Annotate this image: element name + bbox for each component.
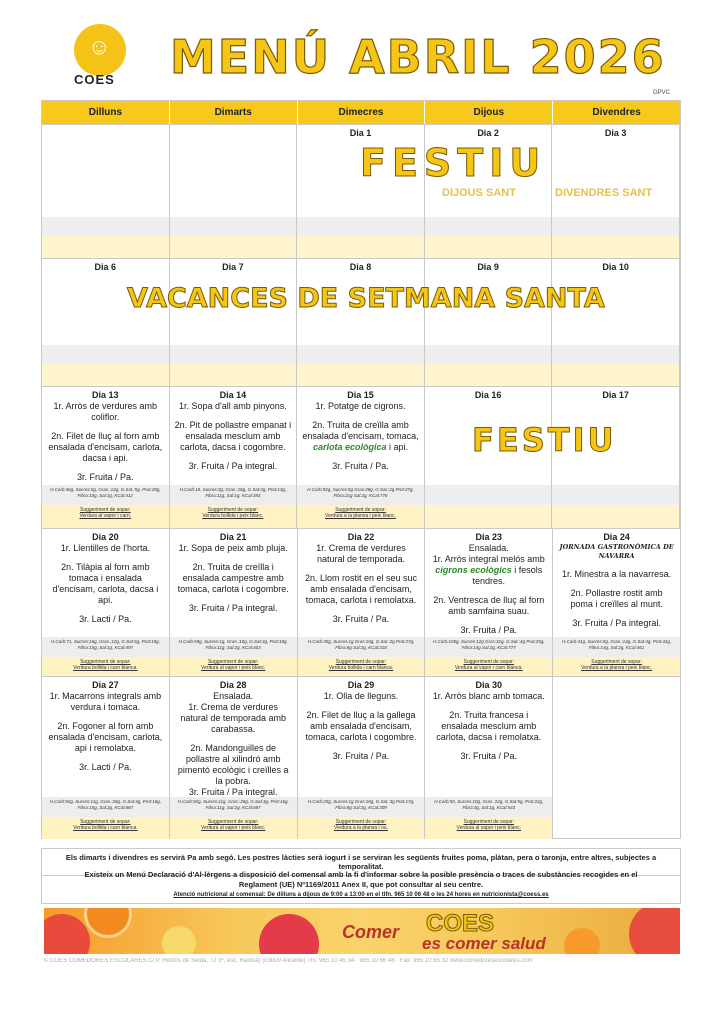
row-stripe (425, 505, 552, 529)
suggestion-text: Verdura al vapor i carn. (79, 513, 132, 519)
first-course: 1r. Potatge de cigrons. (315, 401, 406, 411)
row-stripe (297, 363, 424, 387)
day-menu (42, 690, 169, 773)
day-number: Dia 13 (92, 390, 119, 400)
first-course: 1r. Sopa de peix amb pluja. (178, 543, 288, 553)
nutrition-info: H.Carb:46g, Sucres:5g, Gras.:12g, G.Sat.:5g, Prot:28g, Fibra:10g, Sal:1g, KCal:412 (42, 485, 169, 505)
suggestion-label: Suggeriment de sopar: (463, 659, 515, 665)
row-stripe (297, 345, 424, 363)
first-course: 1r. Olla de lleguns. (323, 691, 399, 701)
day-cell (42, 529, 170, 676)
first-course: 1r. Macarrons integrals amb verdura i tomaca. (49, 691, 162, 712)
page-title: MENÚ ABRIL 2026 (170, 30, 666, 84)
second-course: 2n. Truita francesa i ensalada mesclum amb carlota, dacsa i remolatxa. (436, 710, 542, 742)
day-number: Dia 9 (477, 262, 499, 272)
row-stripe (552, 485, 679, 505)
second-course: 2n. Tilàpia al forn amb tomaca i ensalada d'encisam, carlota, dacsa i api. (52, 562, 159, 605)
day-number (42, 125, 169, 128)
orange-icon (84, 908, 132, 938)
day-cell (553, 529, 680, 676)
suggestion-text: Verdura bollida i carn blanca. (73, 825, 138, 831)
slogan-banner (44, 908, 680, 954)
weekday-header (42, 101, 680, 124)
apple-icon (259, 914, 319, 954)
special-event-title: JORNADA GASTRONÒMICA DE NAVARRA (559, 543, 674, 560)
suggestion-label: Suggeriment de sopar: (335, 507, 386, 513)
first-course: 1r. Crema de verdures natural de temporada amb carabassa. (180, 702, 286, 734)
row-stripe (425, 485, 552, 505)
day-menu (170, 690, 297, 798)
row-stripe (42, 235, 169, 259)
dinner-suggestion (42, 817, 169, 839)
first-course: 1r. Minestra a la navarresa. (562, 569, 672, 579)
nutrition-info: H.Carb:59g, Sucres:1g, Gras.:18g, G.Sat:3g, Prot:18g, Fibra:11g, Sal:2g, KCal:403 (170, 637, 297, 657)
row-stripe (552, 235, 679, 259)
suggestion-label: Suggeriment de sopar: (207, 819, 259, 825)
dinner-suggestion (297, 505, 424, 529)
slogan-comer: Comer (342, 922, 400, 942)
second-course: 2n. Fogoner al forn amb ensalada d'encisam, carlota, api i remolatxa. (48, 721, 163, 753)
suggestion-label: Suggeriment de sopar: (80, 659, 131, 665)
logo-text: COES (74, 72, 115, 87)
row-stripe (552, 505, 679, 529)
dinner-suggestion (425, 817, 552, 839)
row-stripe (170, 345, 297, 363)
day-number: Dia 10 (602, 262, 629, 272)
day-menu (553, 542, 680, 629)
day-menu (298, 542, 425, 625)
nutrition-info: H.Carb:50, Sucres:10g, Gras.:22g, G.Sat:5g, Prot:22g, Fibra:3g, Sal:1g, KCal:543 (425, 797, 552, 817)
dessert: 3r. Fruita / Pa integral. (188, 461, 278, 471)
company-address: © COES COMEDORES ESCOLARES C/ P. Hostos de Seida, 72 3º, esc. Raïosa) (03009 Alicante) Tfn. 965 10 45 34 · 965 10 66 48 · Fax: 965 10 65 32 www.comedoresescolares.com (44, 958, 533, 964)
suggestion-text: Verdura a la planxa i peix blanc. (581, 665, 653, 671)
chef-icon: ☺ (88, 34, 111, 59)
day-number: Dia 22 (347, 532, 375, 542)
document-code: GPVC (653, 90, 671, 96)
day-cell (552, 259, 680, 386)
row-stripe (552, 217, 679, 235)
day-menu (42, 400, 169, 483)
dessert: 3r. Lacti / Pa. (79, 614, 132, 624)
allergen-note (41, 866, 681, 904)
watermelon-icon (629, 908, 680, 954)
day-cell (42, 259, 170, 386)
day-cell (425, 677, 553, 838)
row-stripe (297, 217, 424, 235)
weekday-tuesday: Dimarts (170, 101, 298, 124)
row-stripe (552, 345, 679, 363)
day-cell (170, 677, 298, 838)
second-course-part: 2n. Truita de creïlla amb ensalada d'encisam, tomaca, (302, 420, 419, 441)
first-course: 1r. Crema de verdures natural de temporada. (316, 543, 406, 564)
day-menu (297, 400, 424, 472)
suggestion-label: Suggeriment de sopar: (463, 819, 515, 825)
second-course (302, 420, 419, 453)
week-row (42, 676, 680, 838)
row-stripe (425, 345, 552, 363)
day-number: Dia 29 (347, 680, 375, 690)
day-number: Dia 20 (92, 532, 119, 542)
row-stripe (42, 217, 169, 235)
nutrition-info: H.Carb:71, Sucres:16g, Gras.:12g, G.Sat:5g, Prot:18g, Fibra:15g, Sal:1g, KCal:497 (42, 637, 169, 657)
day-number: Dia 14 (219, 390, 247, 400)
suggestion-label: Suggeriment de sopar: (207, 659, 259, 665)
dessert: 3r. Fruita / Pa. (460, 751, 518, 761)
second-course: 2n. Pit de pollastre empanat i ensalada mesclum amb carlota, dacsa i cogombre. (174, 420, 292, 452)
holiday-banner: VACANCES DE SETMANA SANTA (127, 283, 605, 314)
day-menu (42, 542, 169, 625)
dessert: 3r. Fruita / Pa integral. (572, 618, 661, 628)
week-row (42, 386, 680, 528)
suggestion-label: Suggeriment de sopar: (207, 507, 259, 513)
day-number: Dia 15 (347, 390, 374, 400)
second-course: 2n. Ventresca de lluç al forn amb samfaina suau. (433, 595, 545, 616)
second-course: 2n. Filet de lluç al forn amb ensalada d'encisam, carlota, dacsa i api. (48, 431, 163, 463)
second-course-part: i api. (389, 442, 409, 452)
week-row (42, 258, 680, 386)
week-row (42, 124, 680, 258)
day-menu (425, 542, 552, 636)
suggestion-text: Verdura al vapor i peix blanc. (200, 825, 266, 831)
dinner-suggestion (170, 505, 297, 529)
suggestion-label: Suggeriment de sopar: (335, 819, 387, 825)
menu-table (41, 100, 681, 839)
nutrition-info: H.Carb:92g, Sucres:11g, Gras.:28g, G.Sat:4g, Prot:16g, Fibra:11g, Sal:2g, KCal:687 (170, 797, 297, 817)
day-number: Dia 24 (603, 532, 630, 542)
day-number: Dia 2 (477, 128, 499, 138)
eco-ingredient: carlota ecològica (312, 442, 387, 452)
dessert: 3r. Fruita / Pa. (332, 751, 390, 761)
day-number: Dia 6 (94, 262, 117, 272)
second-course: 2n. Truita de creïlla i ensalada campestre amb tomaca, carlota i cogombre. (177, 562, 289, 594)
row-stripe (170, 363, 297, 387)
second-course: 2n. Filet de lluç a la gallega amb ensalada d'encisam, tomaca, carlota i cogombre. (305, 710, 417, 742)
holiday-thursday-label: DIJOUS SANT (442, 187, 516, 199)
row-stripe (552, 363, 679, 387)
day-number: Dia 8 (349, 262, 372, 272)
coes-logo (68, 24, 134, 90)
first-course: 1r. Arròs de verdures amb coliflor. (53, 401, 158, 422)
day-number: Dia 28 (219, 680, 247, 690)
first-course-part: 1r. Arròs integral melós amb (432, 554, 545, 564)
first-course (430, 554, 547, 587)
suggestion-label: Suggeriment de sopar: (591, 659, 642, 665)
dinner-suggestion (298, 817, 425, 839)
first-course: 1r. Sopa d'all amb pinyons. (178, 401, 287, 411)
day-number: Dia 16 (474, 390, 502, 400)
watermelon-icon (44, 914, 90, 954)
weekday-friday: Divendres (592, 107, 641, 118)
suggestion-text: Verdura bollida i carn blanca. (73, 665, 138, 671)
first-course: 1r. Arròs blanc amb tomaca. (432, 691, 545, 701)
suggestion-label: Suggeriment de sopar: (80, 819, 131, 825)
day-menu (425, 690, 552, 762)
starter: Ensalada. (468, 543, 509, 553)
day-number: Dia 3 (604, 128, 627, 138)
day-menu (298, 690, 425, 762)
day-number: Dia 27 (92, 680, 119, 690)
suggestion-text: Verdura al vapor i carn blanca. (454, 665, 523, 671)
day-cell (297, 387, 425, 528)
dinner-suggestion (553, 657, 680, 677)
day-cell (298, 677, 426, 838)
dessert: 3r. Fruita / Pa. (77, 472, 134, 482)
row-stripe (42, 363, 169, 387)
suggestion-label: Suggeriment de sopar: (80, 507, 131, 513)
day-cell (42, 387, 170, 528)
day-number: Dia 21 (219, 532, 247, 542)
dinner-suggestion (42, 657, 169, 677)
orange-slice-icon (564, 928, 600, 954)
starter: Ensalada. (213, 691, 254, 701)
day-number: Dia 7 (222, 262, 244, 272)
dinner-suggestion (170, 817, 297, 839)
day-cell (425, 259, 553, 386)
day-cell (170, 529, 298, 676)
weekday-monday: Dilluns (42, 101, 170, 124)
nutrition-info: H.Carb:92g, Sucres:11g, Gras.:28g, G.Sat:4g, Prot:16g, Fibra:15g, Sal:2g, KCal:687 (42, 797, 169, 817)
dessert: 3r. Fruita / Pa. (332, 461, 389, 471)
day-menu (170, 400, 297, 472)
festiu-label: FESTIU (472, 421, 617, 459)
day-number: Dia 17 (602, 390, 629, 400)
row-stripe (425, 363, 552, 387)
day-cell (170, 259, 298, 386)
nutrition-info: H.Carb:105g, Sucres:12g Gras:31g, G.Sat.:4g Prot:25g, Fibra:14g Sal:2g, KCal:777 (425, 637, 552, 657)
day-cell (298, 529, 426, 676)
holiday-friday-label: DIVENDRES SANT (555, 187, 653, 199)
dessert: 3r. Fruita / Pa integral. (188, 603, 278, 613)
dinner-suggestion (170, 657, 297, 677)
lemon-icon (162, 926, 196, 954)
dessert: 3r. Fruita / Pa. (332, 614, 390, 624)
day-cell (170, 387, 298, 528)
nutrition-info: H.Carb:35g, Sucres:1g Gras:10g, G.Sat.:2g Prot:27g, Fibra:6g Sal:2g, KCal:318 (298, 637, 425, 657)
allergen-text: Existeix un Menú Declaració d'Al·lèrgens a disposició del comensal amb la fi d'informar sobre la posible presència o traces de substàncies recogides en el Reglament (UE) Nº1169/2011 Anex II, que pot consultar al seu centre. (84, 870, 638, 889)
day-cell (425, 529, 553, 676)
suggestion-label: Suggeriment de sopar: (335, 659, 387, 665)
suggestion-text: Verdura al vapor i peix blanc. (200, 665, 266, 671)
suggestion-text: Verdura bollida i carn blanca. (328, 665, 394, 671)
day-cell (42, 125, 170, 258)
nutrition-info: H.Carb:25g, Sucres:1g Gras:18g, G.Sat.:3g Prot:17g, Fibra:8g Sal:2g, KCal:309 (298, 797, 425, 817)
bread-dessert-note: Els dimarts i divendres es servirà Pa amb segó. Les postres làcties serà iogurt i se serviran les següents fruites poma, plàtan, pera o taronja, entre altres, subjectes a temporalitat. (41, 848, 681, 876)
row-stripe (42, 345, 169, 363)
suggestion-text: Verdura bollida i peix blanc. (202, 513, 264, 519)
day-number: Dia 23 (475, 532, 503, 542)
day-number: Dia 1 (349, 128, 372, 138)
week-row (42, 528, 680, 676)
nutrition-info: H.Carb:41g, Sucres:5g, Gras.:14g, G.Sat:4g, Prot:41g, Fibra:14g, Sal:2g, KCal:461 (553, 637, 680, 657)
second-course: 2n. Pollastre rostit amb poma i creïlles al munt. (570, 588, 663, 609)
nutrition-info: H.Carb:92g, Sucres:5g Gras:28g, G.Sat.:2g Prot:37g, Fibra:21g Sal:2g, KCal:776 (297, 485, 424, 505)
day-cell-empty (553, 677, 680, 838)
first-course-part: i fesols tendres. (472, 565, 543, 586)
weekday-thursday: Dijous (425, 101, 553, 124)
dinner-suggestion (42, 505, 169, 529)
dinner-suggestion (425, 657, 552, 677)
dessert: 3r. Fruita / Pa. (460, 625, 518, 635)
day-cell (170, 125, 298, 258)
day-cell (297, 259, 425, 386)
weekday-wednesday: Dimecres (298, 101, 426, 124)
nutrition-contact: Atenció nutricional al comensal: De dilluns a dijous de 9:00 a 13:00 en el tlfn. 965 10 06 48 o les 24 hores en nutricionista@coess.es (173, 892, 549, 898)
nutrition-info: H.Carb:18, Sucres:3g, Gras.:18g, G.Sat:2g, Prot:13g, Fibra:11g, Sal:1g, KCal:393 (170, 485, 297, 505)
suggestion-text: Verdura al vapor i peix blanc. (456, 825, 522, 831)
day-cell (42, 677, 170, 838)
festiu-label: FESTIU (360, 141, 547, 185)
slogan-brand: COES (426, 910, 495, 937)
row-stripe (170, 217, 297, 235)
row-stripe (425, 235, 552, 259)
second-course: 2n. Mandonguilles de pollastre al xilindró amb pimentó ecològic i creïlles a la pobra. (177, 743, 289, 786)
slogan-tagline: es comer salud (422, 934, 546, 953)
dinner-suggestion (298, 657, 425, 677)
dessert: 3r. Fruita / Pa integral. (188, 787, 278, 797)
dessert: 3r. Lacti / Pa. (79, 762, 132, 772)
suggestion-text: Verdura a la planxa i ou. (334, 825, 388, 831)
second-course: 2n. Llom rostit en el seu suc amb ensalada d'encisam, tomaca, carlota i remolatxa. (304, 573, 418, 605)
day-number (170, 125, 297, 128)
row-stripe (170, 235, 297, 259)
row-stripe (425, 217, 552, 235)
eco-ingredient: cigrons ecològics (435, 565, 512, 575)
day-menu (170, 542, 297, 614)
row-stripe (297, 235, 424, 259)
suggestion-text: Verdura a la planxa i peix blanc. (325, 513, 396, 519)
first-course: 1r. Llentilles de l'horta. (60, 543, 151, 553)
day-number: Dia 30 (475, 680, 503, 690)
